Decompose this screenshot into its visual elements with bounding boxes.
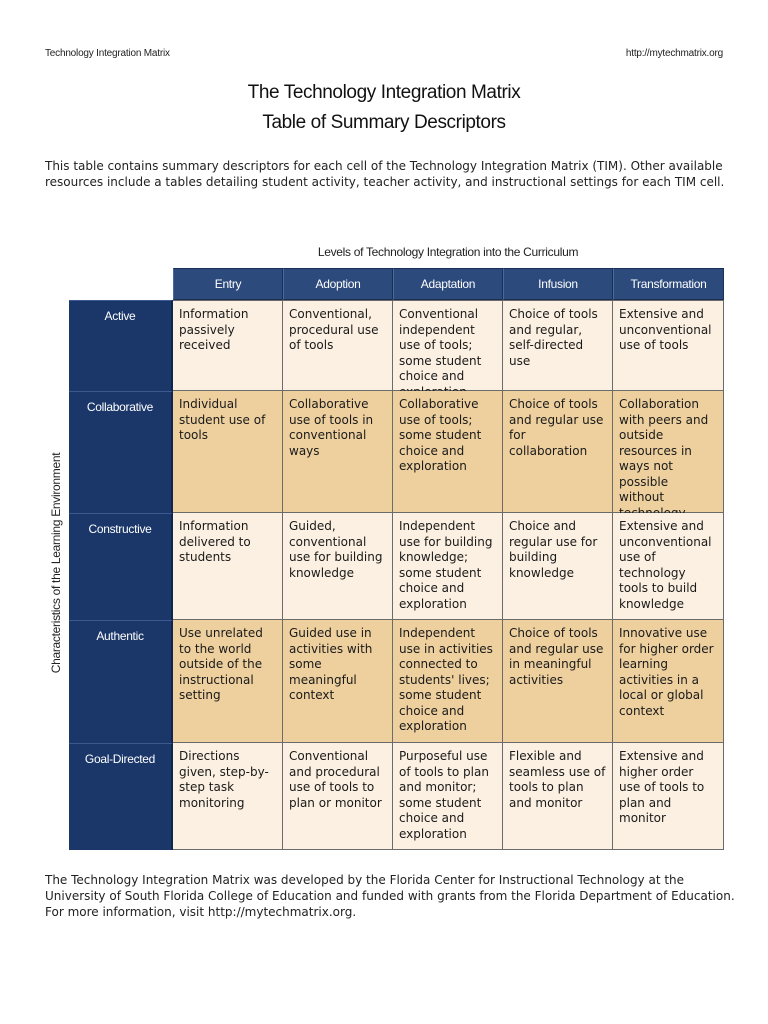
header-title: Technology Integration Matrix (45, 48, 170, 59)
matrix-cell: Purposeful use of tools to plan and monitor; some student choice and exploration (393, 743, 503, 850)
matrix-cell: Choice of tools and regular use in meaningful activities (503, 620, 613, 743)
column-header-adoption: Adoption (283, 268, 393, 300)
matrix-cell: Guided, conventional use for building knowledge (283, 513, 393, 620)
column-header-entry: Entry (173, 268, 283, 300)
row-header-constructive: Constructive (69, 513, 173, 620)
matrix-cell: Choice of tools and regular use for collaboration (503, 391, 613, 513)
row-header-collaborative: Collaborative (69, 391, 173, 513)
matrix-cell: Conventional independent use of tools; some student choice and (393, 300, 503, 391)
matrix-cell: Individual student use of tools (173, 391, 283, 513)
matrix-cell: Use unrelated to the world outside of the instructional setting (173, 620, 283, 743)
matrix-cell: Guided use in activities with some meaningful context (283, 620, 393, 743)
characteristics-caption: Characteristics of the Learning Environment (49, 452, 63, 674)
matrix-cell: Extensive and unconventional use of technology tools to build knowledge (613, 513, 724, 620)
matrix-cell: Extensive and unconventional use of tools (613, 300, 724, 391)
matrix-cell: Conventional, procedural use of tools (283, 300, 393, 391)
column-header-infusion: Infusion (503, 268, 613, 300)
matrix-cell: Independent use in activities connected to students' lives; some student choice and exploration (393, 620, 503, 743)
column-header-adaptation: Adaptation (393, 268, 503, 300)
matrix-cell: Directions given, step-by-step task monitoring (173, 743, 283, 850)
document-title: The Technology Integration Matrix (247, 82, 521, 103)
footer-paragraph: The Technology Integration Matrix was developed by the Florida Center for Instructional Technology at the University of South Florida College of Education and funded with grants from the Florida Department of Education. For more information, visit http://mytechmatrix.org. (45, 873, 735, 919)
matrix-cell: Choice of tools and regular, self-directed use (503, 300, 613, 391)
matrix-table (69, 268, 724, 850)
matrix-cell: Extensive and higher order use of tools to plan and monitor (613, 743, 724, 850)
matrix-cell: Flexible and seamless use of tools to plan and monitor (503, 743, 613, 850)
levels-caption: Levels of Technology Integration into the Curriculum (317, 245, 579, 259)
matrix-cell: Choice and regular use for building knowledge (503, 513, 613, 620)
matrix-corner (69, 268, 173, 300)
column-header-transformation: Transformation (613, 268, 724, 300)
matrix-cell: Collaboration with peers and outside resources in ways not possible without (613, 391, 724, 513)
document-subtitle: Table of Summary Descriptors (262, 112, 506, 133)
row-header-active: Active (69, 300, 173, 391)
matrix-cell: Collaborative use of tools; some student choice and exploration (393, 391, 503, 513)
matrix-cell: Information delivered to students (173, 513, 283, 620)
matrix-cell: Innovative use for higher order learning activities in a local or global context (613, 620, 724, 743)
matrix-cell: Collaborative use of tools in conventional ways (283, 391, 393, 513)
header-url[interactable]: http://mytechmatrix.org (625, 48, 723, 59)
row-header-authentic: Authentic (69, 620, 173, 743)
intro-paragraph: This table contains summary descriptors for each cell of the Technology Integration Matrix (TIM). Other available resources include a tables detailing student activity, teacher activity, and instructional settings for each TIM cell. (45, 159, 725, 189)
matrix-cell: Independent use for building knowledge; some student choice and exploration (393, 513, 503, 620)
matrix-cell: Conventional and procedural use of tools to plan or monitor (283, 743, 393, 850)
matrix-cell: Information passively received (173, 300, 283, 391)
row-header-goal-directed: Goal-Directed (69, 743, 173, 850)
